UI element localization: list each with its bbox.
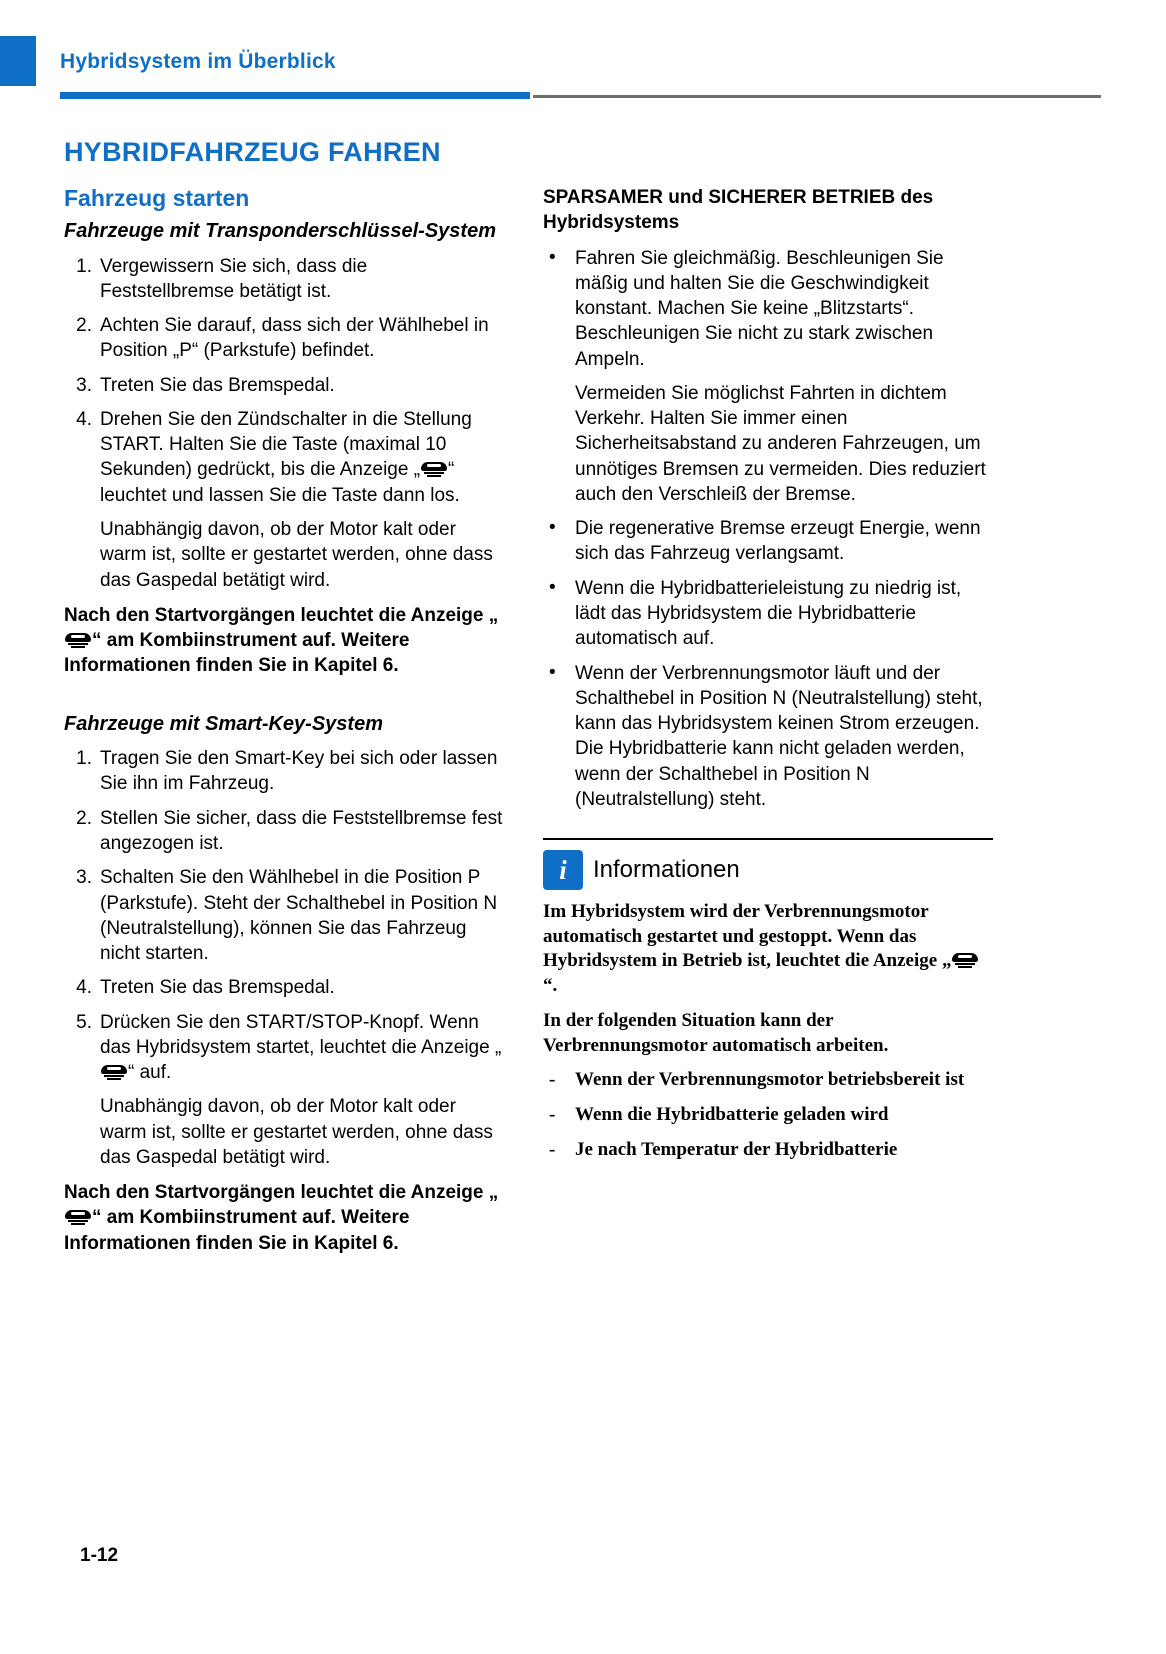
efficiency-bullet-list <box>543 246 993 372</box>
list-item-text: Tragen Sie den Smart-Key bei sich oder lassen Sie ihn im Fahrzeug. <box>100 748 498 795</box>
list-item-number: 3. <box>76 374 92 396</box>
left-column <box>64 185 504 1256</box>
list-item-number: 4. <box>76 977 92 999</box>
information-box-header <box>543 838 993 890</box>
list-item-number: 3. <box>76 867 92 889</box>
header-title: Hybridsystem im Überblick <box>60 50 336 73</box>
list-item <box>64 865 504 966</box>
info-paragraph-2: In der folgenden Situation kann der Verbrennungsmotor automatisch arbeiten. <box>543 1009 889 1056</box>
bullet-dot-icon: • <box>549 246 556 268</box>
hybrid-ready-indicator-icon <box>421 462 447 477</box>
list-item <box>64 806 504 857</box>
bullet-dot-icon: • <box>549 661 556 683</box>
list-item-text: Treten Sie das Bremspedal. <box>100 977 335 999</box>
list-item-number: 2. <box>76 315 92 337</box>
list-item <box>64 313 504 364</box>
info-paragraph-1-part2: “. <box>543 975 558 997</box>
list-item-text-part2: “ auf. <box>128 1062 172 1084</box>
list-item-text: Wenn die Hybridbatterieleistung zu niedrig ist, lädt das Hybridsystem die Hybridbatterie automatisch auf. <box>575 577 962 650</box>
dash-bullet-icon: - <box>549 1103 556 1125</box>
note-part1: Nach den Startvorgängen leuchtet die Anzeige „ <box>64 1182 499 1204</box>
list-item-text-part1: Drehen Sie den Zündschalter in die Stellung START. Halten Sie die Taste (maximal 10 Sekunden) gedrückt, bis die Anzeige „ <box>100 408 472 481</box>
note-after-start-1 <box>64 603 504 679</box>
list-item-text: Wenn der Verbrennungsmotor läuft und der Schalthebel in Position N (Neutralstellung) steht, kann das Hybridsystem keinen Strom erzeugen. Die Hybridbatterie kann nicht geladen werden, wenn der Schalthebel in Position N (Neutralstellung) steht. <box>575 662 983 810</box>
info-paragraph-1-part1: Im Hybridsystem wird der Verbrennungsmotor automatisch gestartet und gestoppt. Wenn das Hybridsystem in Betrieb ist, leuchtet die Anzeige „ <box>543 901 952 972</box>
right-heading: SPARSAMER und SICHERER BETRIEB des Hybridsystems <box>543 187 934 234</box>
bullet-dot-icon: • <box>549 517 556 539</box>
list-item-text <box>100 409 472 506</box>
step4-continuation: Unabhängig davon, ob der Motor kalt oder warm ist, sollte er gestartet werden, ohne dass das Gaspedal betätigt wird. <box>100 518 493 591</box>
list-item-number: 4. <box>76 408 92 430</box>
note-part2: “ am Kombiinstrument auf. Weitere Informationen finden Sie in Kapitel 6. <box>64 630 410 677</box>
bullet-dot-icon: • <box>549 576 556 598</box>
step5-continuation: Unabhängig davon, ob der Motor kalt oder warm ist, sollte er gestartet werden, ohne dass das Gaspedal betätigt wird. <box>100 1096 493 1168</box>
dash-bullet-icon: - <box>549 1069 556 1091</box>
list-item <box>543 246 993 372</box>
dash-bullet-icon: - <box>549 1138 556 1160</box>
page-title: HYBRIDFAHRZEUG FAHREN <box>64 137 441 167</box>
header-rule-blue <box>60 92 530 99</box>
page-header <box>0 0 1166 104</box>
list-item-number: 2. <box>76 807 92 829</box>
hybrid-ready-indicator-icon <box>65 633 91 648</box>
list-item <box>543 661 993 813</box>
right-column <box>543 185 993 1172</box>
note-part1: Nach den Startvorgängen leuchtet die Anzeige „ <box>64 604 499 626</box>
header-accent-block <box>0 36 36 86</box>
list-item <box>64 407 504 508</box>
hybrid-ready-indicator-icon <box>65 1210 91 1225</box>
list-item-text: Wenn der Verbrennungsmotor betriebsbereit ist <box>575 1069 965 1091</box>
list-item-text: Vergewissern Sie sich, dass die Feststellbremse betätigt ist. <box>100 255 368 302</box>
list-item-text: Fahren Sie gleichmäßig. Beschleunigen Sie mäßig und halten Sie die Geschwindigkeit konstant. Machen Sie keine „Blitzstarts“. Beschleunigen Sie nicht zu stark zwischen Ampeln. <box>575 247 944 370</box>
efficiency-bullet-list-cont <box>543 516 993 812</box>
info-paragraph-1 <box>543 900 993 999</box>
page-number: 1-12 <box>80 1545 119 1566</box>
list-item <box>543 516 993 567</box>
list-item-text <box>100 1012 501 1084</box>
list-item <box>543 1103 993 1128</box>
list-item-text: Je nach Temperatur der Hybridbatterie <box>575 1138 898 1160</box>
information-box <box>543 838 993 1162</box>
hybrid-ready-indicator-icon <box>952 953 978 968</box>
list-item-number: 5. <box>76 1011 92 1033</box>
list-item <box>543 1068 993 1093</box>
list-item-text-part2: “ leuchtet und lassen Sie die Taste dann los. <box>100 459 460 506</box>
list-item <box>64 1010 504 1086</box>
header-rule-gray <box>533 95 1101 98</box>
steps-list-smartkey <box>64 746 504 1085</box>
section-title-fahrzeug-starten: Fahrzeug starten <box>64 185 250 211</box>
information-box-title: Informationen <box>593 856 740 884</box>
list-item-text: Treten Sie das Bremspedal. <box>100 374 335 396</box>
note-part2: “ am Kombiinstrument auf. Weitere Informationen finden Sie in Kapitel 6. <box>64 1207 410 1254</box>
info-dash-list <box>543 1068 993 1162</box>
list-item <box>64 746 504 797</box>
info-icon: i <box>543 850 583 890</box>
list-item-number: 1. <box>76 748 92 770</box>
list-item <box>64 254 504 305</box>
subheading-smart-key: Fahrzeuge mit Smart-Key-System <box>64 712 383 735</box>
list-item-text: Achten Sie darauf, dass sich der Wählhebel in Position „P“ (Parkstufe) befindet. <box>100 315 489 362</box>
list-item-text-part1: Drücken Sie den START/STOP-Knopf. Wenn das Hybridsystem startet, leuchtet die Anzeige „ <box>100 1011 502 1058</box>
note-after-start-2 <box>64 1180 504 1256</box>
list-item <box>64 975 504 1000</box>
list-item <box>543 1138 993 1163</box>
subheading-transponderschluessel: Fahrzeuge mit Transponderschlüssel-System <box>64 220 496 242</box>
list-item <box>64 373 504 398</box>
steps-list-transponder <box>64 254 504 508</box>
list-item-text: Schalten Sie den Wählhebel in die Position P (Parkstufe). Steht der Schalthebel in Position N (Neutralstellung), können Sie das Fahrzeug nicht starten. <box>100 867 498 965</box>
list-item-text: Die regenerative Bremse erzeugt Energie, wenn sich das Fahrzeug verlangsamt. <box>575 518 981 565</box>
list-item-text: Wenn die Hybridbatterie geladen wird <box>575 1103 889 1125</box>
list-item-text: Stellen Sie sicher, dass die Feststellbremse fest angezogen ist. <box>100 807 503 854</box>
bullet1-continuation: Vermeiden Sie möglichst Fahrten in dichtem Verkehr. Halten Sie immer einen Sicherheitsabstand zu anderen Fahrzeugen, um unnötiges Bremsen zu vermeiden. Dies reduziert auch den Verschleiß der Bremse. <box>575 382 986 505</box>
list-item <box>543 576 993 652</box>
hybrid-ready-indicator-icon <box>101 1065 127 1080</box>
list-item-number: 1. <box>76 255 92 277</box>
